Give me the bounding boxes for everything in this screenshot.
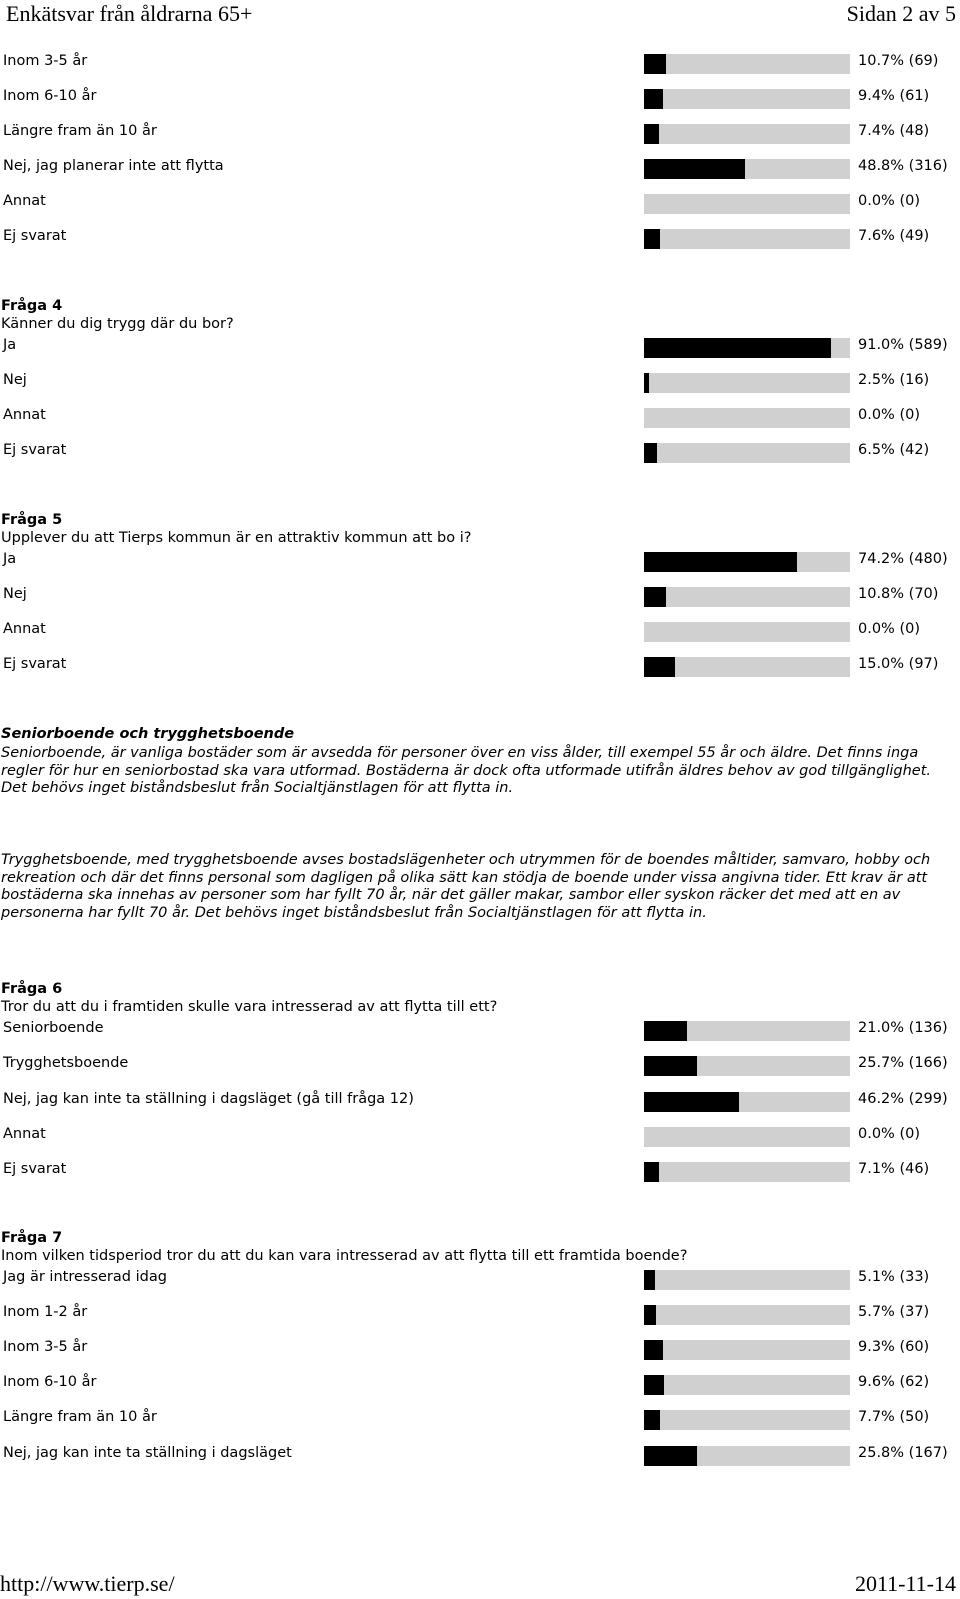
result-bar [644, 338, 850, 358]
result-bar [644, 124, 850, 144]
answer-label: Nej [3, 586, 27, 602]
answer-label: Ja [3, 337, 17, 353]
result-bar-fill [644, 159, 745, 179]
result-row [0, 122, 960, 146]
result-bar-fill [644, 338, 831, 358]
page-footer [0, 1565, 960, 1599]
result-bar [644, 1056, 850, 1076]
result-bar-fill [644, 443, 657, 463]
result-bar [644, 552, 850, 572]
answer-label: Annat [3, 621, 46, 637]
result-bar-fill [644, 229, 660, 249]
result-bar-fill [644, 1375, 664, 1395]
answer-label: Nej, jag kan inte ta ställning i dagsläget [3, 1445, 292, 1461]
question-text: Inom vilken tidsperiod tror du att du kan vara intresserad av att flytta till ett framtida boende? [1, 1248, 688, 1264]
result-bar-fill [644, 1056, 697, 1076]
answer-value: 0.0% (0) [858, 1126, 920, 1142]
answer-value: 0.0% (0) [858, 407, 920, 423]
result-row [0, 371, 960, 395]
result-bar [644, 1270, 850, 1290]
answer-label: Inom 1-2 år [3, 1304, 88, 1320]
answer-label: Ej svarat [3, 656, 67, 672]
result-bar-fill [644, 1021, 687, 1041]
answer-value: 15.0% (97) [858, 656, 939, 672]
answer-value: 46.2% (299) [858, 1091, 948, 1107]
answer-value: 25.7% (166) [858, 1055, 948, 1071]
result-bar-fill [644, 1162, 659, 1182]
result-bar-fill [644, 54, 666, 74]
result-bar-fill [644, 1270, 655, 1290]
page-indicator: Sidan 2 av 5 [846, 1, 956, 26]
question-text: Känner du dig trygg där du bor? [1, 316, 234, 332]
result-row [0, 1054, 960, 1078]
answer-value: 21.0% (136) [858, 1020, 948, 1036]
answer-label: Ej svarat [3, 1161, 67, 1177]
result-bar [644, 159, 850, 179]
result-row [0, 1338, 960, 1362]
question-heading: Fråga 4 [1, 298, 63, 314]
answer-value: 5.1% (33) [858, 1269, 930, 1285]
result-row [0, 227, 960, 251]
result-bar [644, 622, 850, 642]
answer-label: Annat [3, 1126, 46, 1142]
answer-label: Inom 3-5 år [3, 1339, 88, 1355]
result-row [0, 1444, 960, 1468]
answer-label: Inom 6-10 år [3, 1374, 97, 1390]
answer-label: Ej svarat [3, 442, 67, 458]
result-bar-fill [644, 89, 663, 109]
question-text: Upplever du att Tierps kommun är en attraktiv kommun att bo i? [1, 530, 472, 546]
answer-value: 9.4% (61) [858, 88, 930, 104]
result-bar [644, 1021, 850, 1041]
answer-value: 25.8% (167) [858, 1445, 948, 1461]
result-bar [644, 443, 850, 463]
answer-label: Ja [3, 551, 17, 567]
result-bar [644, 1305, 850, 1325]
answer-value: 91.0% (589) [858, 337, 948, 353]
answer-value: 10.7% (69) [858, 53, 939, 69]
result-bar-fill [644, 1446, 697, 1466]
result-bar-fill [644, 124, 659, 144]
result-row [0, 1160, 960, 1184]
answer-value: 0.0% (0) [858, 621, 920, 637]
result-bar [644, 373, 850, 393]
answer-value: 74.2% (480) [858, 551, 948, 567]
page-header [0, 0, 960, 30]
result-row [0, 655, 960, 679]
result-row [0, 157, 960, 181]
answer-value: 7.7% (50) [858, 1409, 930, 1425]
result-row [0, 336, 960, 360]
answer-label: Längre fram än 10 år [3, 1409, 157, 1425]
answer-label: Trygghetsboende [3, 1055, 129, 1071]
result-bar [644, 408, 850, 428]
result-row [0, 1408, 960, 1432]
result-row [0, 406, 960, 430]
info-paragraph-trygghetsboende: Trygghetsboende, med trygghetsboende avses bostadslägenheter och utrymmen för de boendes måltider, samvaro, hobby och rekreation och där det finns personal som dagligen på olika sätt kan stödja de boende under vissa angivna tider. Ett krav är att bostäderna ska innehas av personer som har fyllt 70 år, när det gäller makar, sambor eller syskon räcker det med att en av personerna har fyllt 70 år. Det behövs inget biståndsbeslut från Socialtjänstlagen för att flytta in. [1, 852, 931, 921]
answer-label: Seniorboende [3, 1020, 104, 1036]
answer-label: Inom 3-5 år [3, 53, 88, 69]
result-bar [644, 89, 850, 109]
answer-value: 6.5% (42) [858, 442, 930, 458]
result-row [0, 585, 960, 609]
result-bar-fill [644, 587, 666, 607]
result-bar-fill [644, 1305, 656, 1325]
result-bar-fill [644, 657, 675, 677]
result-bar-fill [644, 1092, 739, 1112]
result-row [0, 52, 960, 76]
answer-label: Nej, jag kan inte ta ställning i dagsläget (gå till fråga 12) [3, 1091, 414, 1107]
answer-value: 7.1% (46) [858, 1161, 930, 1177]
result-bar [644, 1127, 850, 1147]
answer-value: 5.7% (37) [858, 1304, 930, 1320]
answer-label: Annat [3, 193, 46, 209]
result-bar-fill [644, 552, 797, 572]
footer-url: http://www.tierp.se/ [0, 1571, 175, 1596]
result-bar [644, 1446, 850, 1466]
result-row [0, 1125, 960, 1149]
result-row [0, 192, 960, 216]
answer-label: Längre fram än 10 år [3, 123, 157, 139]
result-row [0, 550, 960, 574]
document-title: Enkätsvar från åldrarna 65+ [6, 1, 253, 26]
answer-value: 9.3% (60) [858, 1339, 930, 1355]
result-bar [644, 657, 850, 677]
result-bar [644, 587, 850, 607]
answer-label: Ej svarat [3, 228, 67, 244]
result-row [0, 441, 960, 465]
result-bar [644, 194, 850, 214]
result-row [0, 1303, 960, 1327]
question-heading: Fråga 5 [1, 512, 63, 528]
result-row [0, 1268, 960, 1292]
answer-value: 7.4% (48) [858, 123, 930, 139]
result-bar [644, 54, 850, 74]
result-bar [644, 1375, 850, 1395]
answer-value: 10.8% (70) [858, 586, 939, 602]
result-row [0, 1019, 960, 1043]
section-title: Seniorboende och trygghetsboende [1, 726, 295, 742]
answer-value: 0.0% (0) [858, 193, 920, 209]
question-heading: Fråga 7 [1, 1230, 63, 1246]
answer-label: Nej [3, 372, 27, 388]
footer-date: 2011-11-14 [854, 1571, 956, 1596]
info-paragraph-seniorboende: Seniorboende, är vanliga bostäder som är avsedda för personer över en viss ålder, till exempel 55 år och äldre. Det finns inga regler för hur en seniorbostad ska vara utformad. Bostäderna är dock ofta utformade utifrån äldres behov av god tillgänglighet. Det behövs inget biståndsbeslut från Socialtjänstlagen för att flytta in. [1, 745, 931, 796]
result-bar [644, 229, 850, 249]
result-bar [644, 1162, 850, 1182]
answer-label: Annat [3, 407, 46, 423]
answer-value: 2.5% (16) [858, 372, 930, 388]
result-bar [644, 1092, 850, 1112]
question-heading: Fråga 6 [1, 981, 63, 997]
answer-value: 7.6% (49) [858, 228, 930, 244]
result-bar [644, 1340, 850, 1360]
result-bar-fill [644, 1340, 663, 1360]
question-text: Tror du att du i framtiden skulle vara intresserad av att flytta till ett? [1, 999, 498, 1015]
result-row [0, 620, 960, 644]
result-row [0, 87, 960, 111]
result-row [0, 1373, 960, 1397]
answer-label: Jag är intresserad idag [3, 1269, 167, 1285]
answer-value: 48.8% (316) [858, 158, 948, 174]
answer-value: 9.6% (62) [858, 1374, 930, 1390]
answer-label: Nej, jag planerar inte att flytta [3, 158, 224, 174]
result-row [0, 1090, 960, 1114]
result-bar-fill [644, 1410, 660, 1430]
answer-label: Inom 6-10 år [3, 88, 97, 104]
result-bar-fill [644, 373, 649, 393]
result-bar [644, 1410, 850, 1430]
